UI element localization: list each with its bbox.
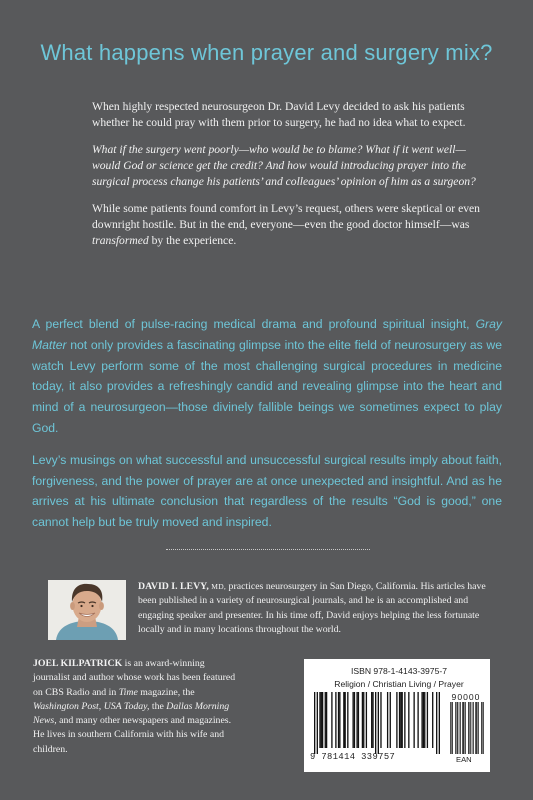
addon-barcode-bar [465,702,466,754]
barcode-bar [358,692,359,748]
ean-label: EAN [456,755,472,764]
barcode-bar [375,692,376,754]
barcode-bar [378,692,379,754]
barcode-bar [421,692,422,748]
addon-barcode-bar [469,702,470,754]
addon-barcode-bar [459,702,460,754]
isbn-text: ISBN 978-1-4143-3975-7 [350,666,448,676]
barcode-bar [331,692,332,748]
addon-barcode-bar [476,702,477,754]
barcode-bar [319,692,320,748]
barcode-bar [354,692,355,748]
coauthor-bio [33,657,243,757]
book-title-inline: Gray Matter [32,317,502,352]
blurb-text [32,314,502,544]
barcode-bar [339,692,340,748]
coauthor-text: and many other newspapers and magazines. He lives in southern California with his wife and children. [33,715,232,755]
barcode-bar [356,692,357,748]
publication-name: Washington Post, [33,700,102,712]
barcode-bar [338,692,339,748]
addon-barcode-bar [472,702,473,754]
barcode-digits: 9 781414 339757 [310,752,396,762]
coauthor-name: JOEL KILPATRICK [33,658,123,669]
addon-barcode [450,702,484,754]
addon-barcode-bar [482,702,483,754]
addon-barcode-bar [464,702,465,754]
barcode-bar [372,692,373,748]
addon-barcode-bar [460,702,461,754]
barcode-bar [321,692,322,748]
coauthor-text: the [149,700,167,712]
barcode-bar [396,692,397,748]
barcode-bar [399,692,400,748]
barcode-bar [366,692,367,748]
barcode-bar [345,692,346,748]
blurb-paragraph-2: Levy’s musings on what successful and unsuccessful surgical results imply about faith, forgiveness, and the power of prayer are at once unexpected and insightful. And as he arrives at his ultimate conclusion that regardless of the results “God is good,” one cannot help but be truly moved and inspired. [32,452,502,530]
barcode-bar [400,692,401,748]
coauthor-text: is an award-winning journalist and author whose work has been featured on CBS Radio and in [33,658,236,698]
barcode-bar [362,692,363,748]
addon-barcode-bar [468,702,469,754]
intro-p3-emphasis: transformed [92,234,149,247]
addon-barcode-bar [475,702,476,754]
blurb-p1-start: A perfect blend of pulse-racing medical drama and profound spiritual insight, [32,317,476,331]
blurb-p1-end: not only provides a fascinating glimpse into the elite field of neurosurgery as we watch Levy perform some of the most challenging surgical procedures in medicine today, it also provides a refreshingly candid and revealing glimpse into the heart and mind of a neurosurgeon—those divinely fallible beings we sometimes expect to play God. [32,337,502,435]
barcode-bar [413,692,414,748]
addon-barcode-bar [477,702,478,754]
barcode-bar [404,692,405,748]
barcode-bar [343,692,344,748]
ean-barcode [314,692,440,754]
addon-barcode-bar [462,702,463,754]
barcode-bar [363,692,364,748]
author-bio [138,580,503,637]
barcode-bar [322,692,323,748]
author-credential: MD, [211,582,227,591]
addon-barcode-bar [463,702,464,754]
barcode-bar [402,692,403,748]
intro-p3-start: While some patients found comfort in Levy’s request, others were skeptical or even downright hostile. But in the end, everyone—even the good doctor himself—was [92,202,480,231]
barcode-bar [347,692,348,748]
intro-paragraph-2: What if the surgery went poorly—who would be to blame? What if it went well—would God or science get the credit? And how would introducing prayer into the surgical process change his patients’ and colleagues’ opinion of him as a surgeon? [92,143,476,188]
author-photo [48,580,126,640]
addon-barcode-bar [457,702,458,754]
barcode-panel [304,659,490,772]
category-text: Religion / Christian Living / Prayer [334,679,464,689]
author-name: DAVID I. LEVY, [138,581,209,592]
addon-barcode-bar [457,702,458,754]
barcode-bar [326,692,327,748]
intro-paragraph-1: When highly respected neurosurgeon Dr. David Levy decided to ask his patients whether he could pray with them prior to surgery, he had no idea what to expect. [92,100,466,129]
addon-barcode-bar [481,702,482,754]
barcode-bar [335,692,336,748]
addon-barcode-bar [473,702,474,754]
publication-name: Time [118,686,138,698]
barcode-bar [436,692,437,754]
addon-barcode-bar [452,702,453,754]
addon-barcode-bar [450,702,451,754]
barcode-bar [427,692,428,748]
barcode-bar [387,692,388,748]
barcode-bar [424,692,425,748]
intro-paragraph-3 [92,201,482,249]
addon-barcode-bar [455,702,456,754]
author-portrait-image [48,580,126,640]
headline: What happens when prayer and surgery mix? [40,40,493,65]
barcode-bar [314,692,315,754]
barcode-bar [317,692,318,754]
addon-barcode-bar [470,702,471,754]
addon-barcode-bar [451,702,452,754]
barcode-bar [390,692,391,748]
barcode-bar [380,692,381,748]
author-bio-text: practices neurosurgery in San Diego, California. His articles have been published in a variety of neurosurgical journals, and he is an accomplished and engaging speaker and presenter. In his time off, David enjoys helping the less fortunate locally and in many locations throughout the world. [138,581,486,635]
barcode-bar [423,692,424,748]
intro-p3-end: by the experience. [148,234,237,247]
barcode-bar [325,692,326,748]
barcode-bar [352,692,353,748]
blurb-paragraph-1 [32,314,502,439]
barcode-bar [417,692,418,748]
barcode-bar [408,692,409,748]
publication-name: USA Today, [103,700,150,712]
publication-name: Dallas Morning News, [33,700,230,727]
intro-text [92,99,482,260]
addon-barcode-bar [478,702,479,754]
coauthor-text: magazine, the [137,686,195,698]
price-code-text: 90000 [451,692,481,702]
barcode-bar [439,692,440,754]
barcode-bar [371,692,372,748]
barcode-bar [432,692,433,748]
addon-barcode-bar [483,702,484,754]
dotted-divider [166,549,370,550]
